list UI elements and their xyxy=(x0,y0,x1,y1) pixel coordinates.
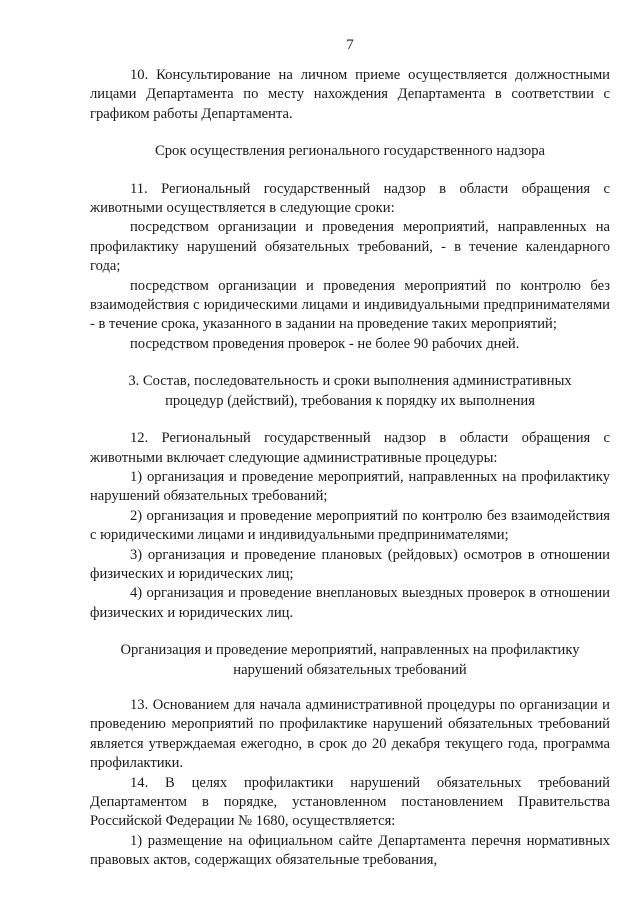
heading-prevention: Организация и проведение мероприятий, направленных на профилактику нарушений обязательных требований xyxy=(120,642,580,678)
heading-section-3: 3. Состав, последовательность и сроки выполнения административных процедур (действий), требования к порядку их выполнения xyxy=(128,373,572,409)
paragraph-12: 12. Региональный государственный надзор в области обращения с животными включает следующие административные процедуры: xyxy=(90,430,610,466)
heading-supervision-term: Срок осуществления регионального государственного надзора xyxy=(155,143,545,160)
paragraph-14-item-1: 1) размещение на официальном сайте Департамента перечня нормативных правовых актов, содержащих обязательные требования, xyxy=(90,832,610,869)
paragraph-11-item-prevention: посредством организации и проведения мероприятий, направленных на профилактику нарушений обязательных требований, - в течение календарного года; xyxy=(90,219,610,275)
paragraph-11: 11. Региональный государственный надзор в области обращения с животными осуществляется в следующие сроки: xyxy=(90,180,610,217)
paragraph-12-item-3: 3) организация и проведение плановых (рейдовых) осмотров в отношении физических и юридических лиц; xyxy=(90,546,610,582)
page-number: 7 xyxy=(346,37,354,53)
paragraph-11-item-control: посредством организации и проведения мероприятий по контролю без взаимодействия с юридическими лицами и индивидуальными предпринимателями - в течение срока, указанного в задании на проведение таких мероприятий; xyxy=(90,277,610,333)
paragraph-10: 10. Консультирование на личном приеме осуществляется должностными лицами Департамента по месту нахождения Департамента в соответствии с графиком работы Департамента. xyxy=(90,67,610,122)
paragraph-12-item-4: 4) организация и проведение внеплановых выездных проверок в отношении физических и юридических лиц. xyxy=(90,585,610,621)
paragraph-12-item-1: 1) организация и проведение мероприятий, направленных на профилактику нарушений обязательных требований; xyxy=(90,468,610,505)
paragraph-13: 13. Основанием для начала административной процедуры по организации и проведению мероприятий по профилактике нарушений обязательных требований является утверждаемая ежегодно, в срок до 20 декабря текущего года, программа профилактики. xyxy=(90,696,610,772)
paragraph-12-item-2: 2) организация и проведение мероприятий по контролю без взаимодействия с юридическими лицами и индивидуальными предпринимателями; xyxy=(90,507,610,544)
paragraph-11-item-inspections: посредством проведения проверок - не более 90 рабочих дней. xyxy=(130,335,520,352)
paragraph-14: 14. В целях профилактики нарушений обязательных требований Департаментом в порядке, установленном постановлением Правительства Российской Федерации № 1680, осуществляется: xyxy=(90,774,610,830)
